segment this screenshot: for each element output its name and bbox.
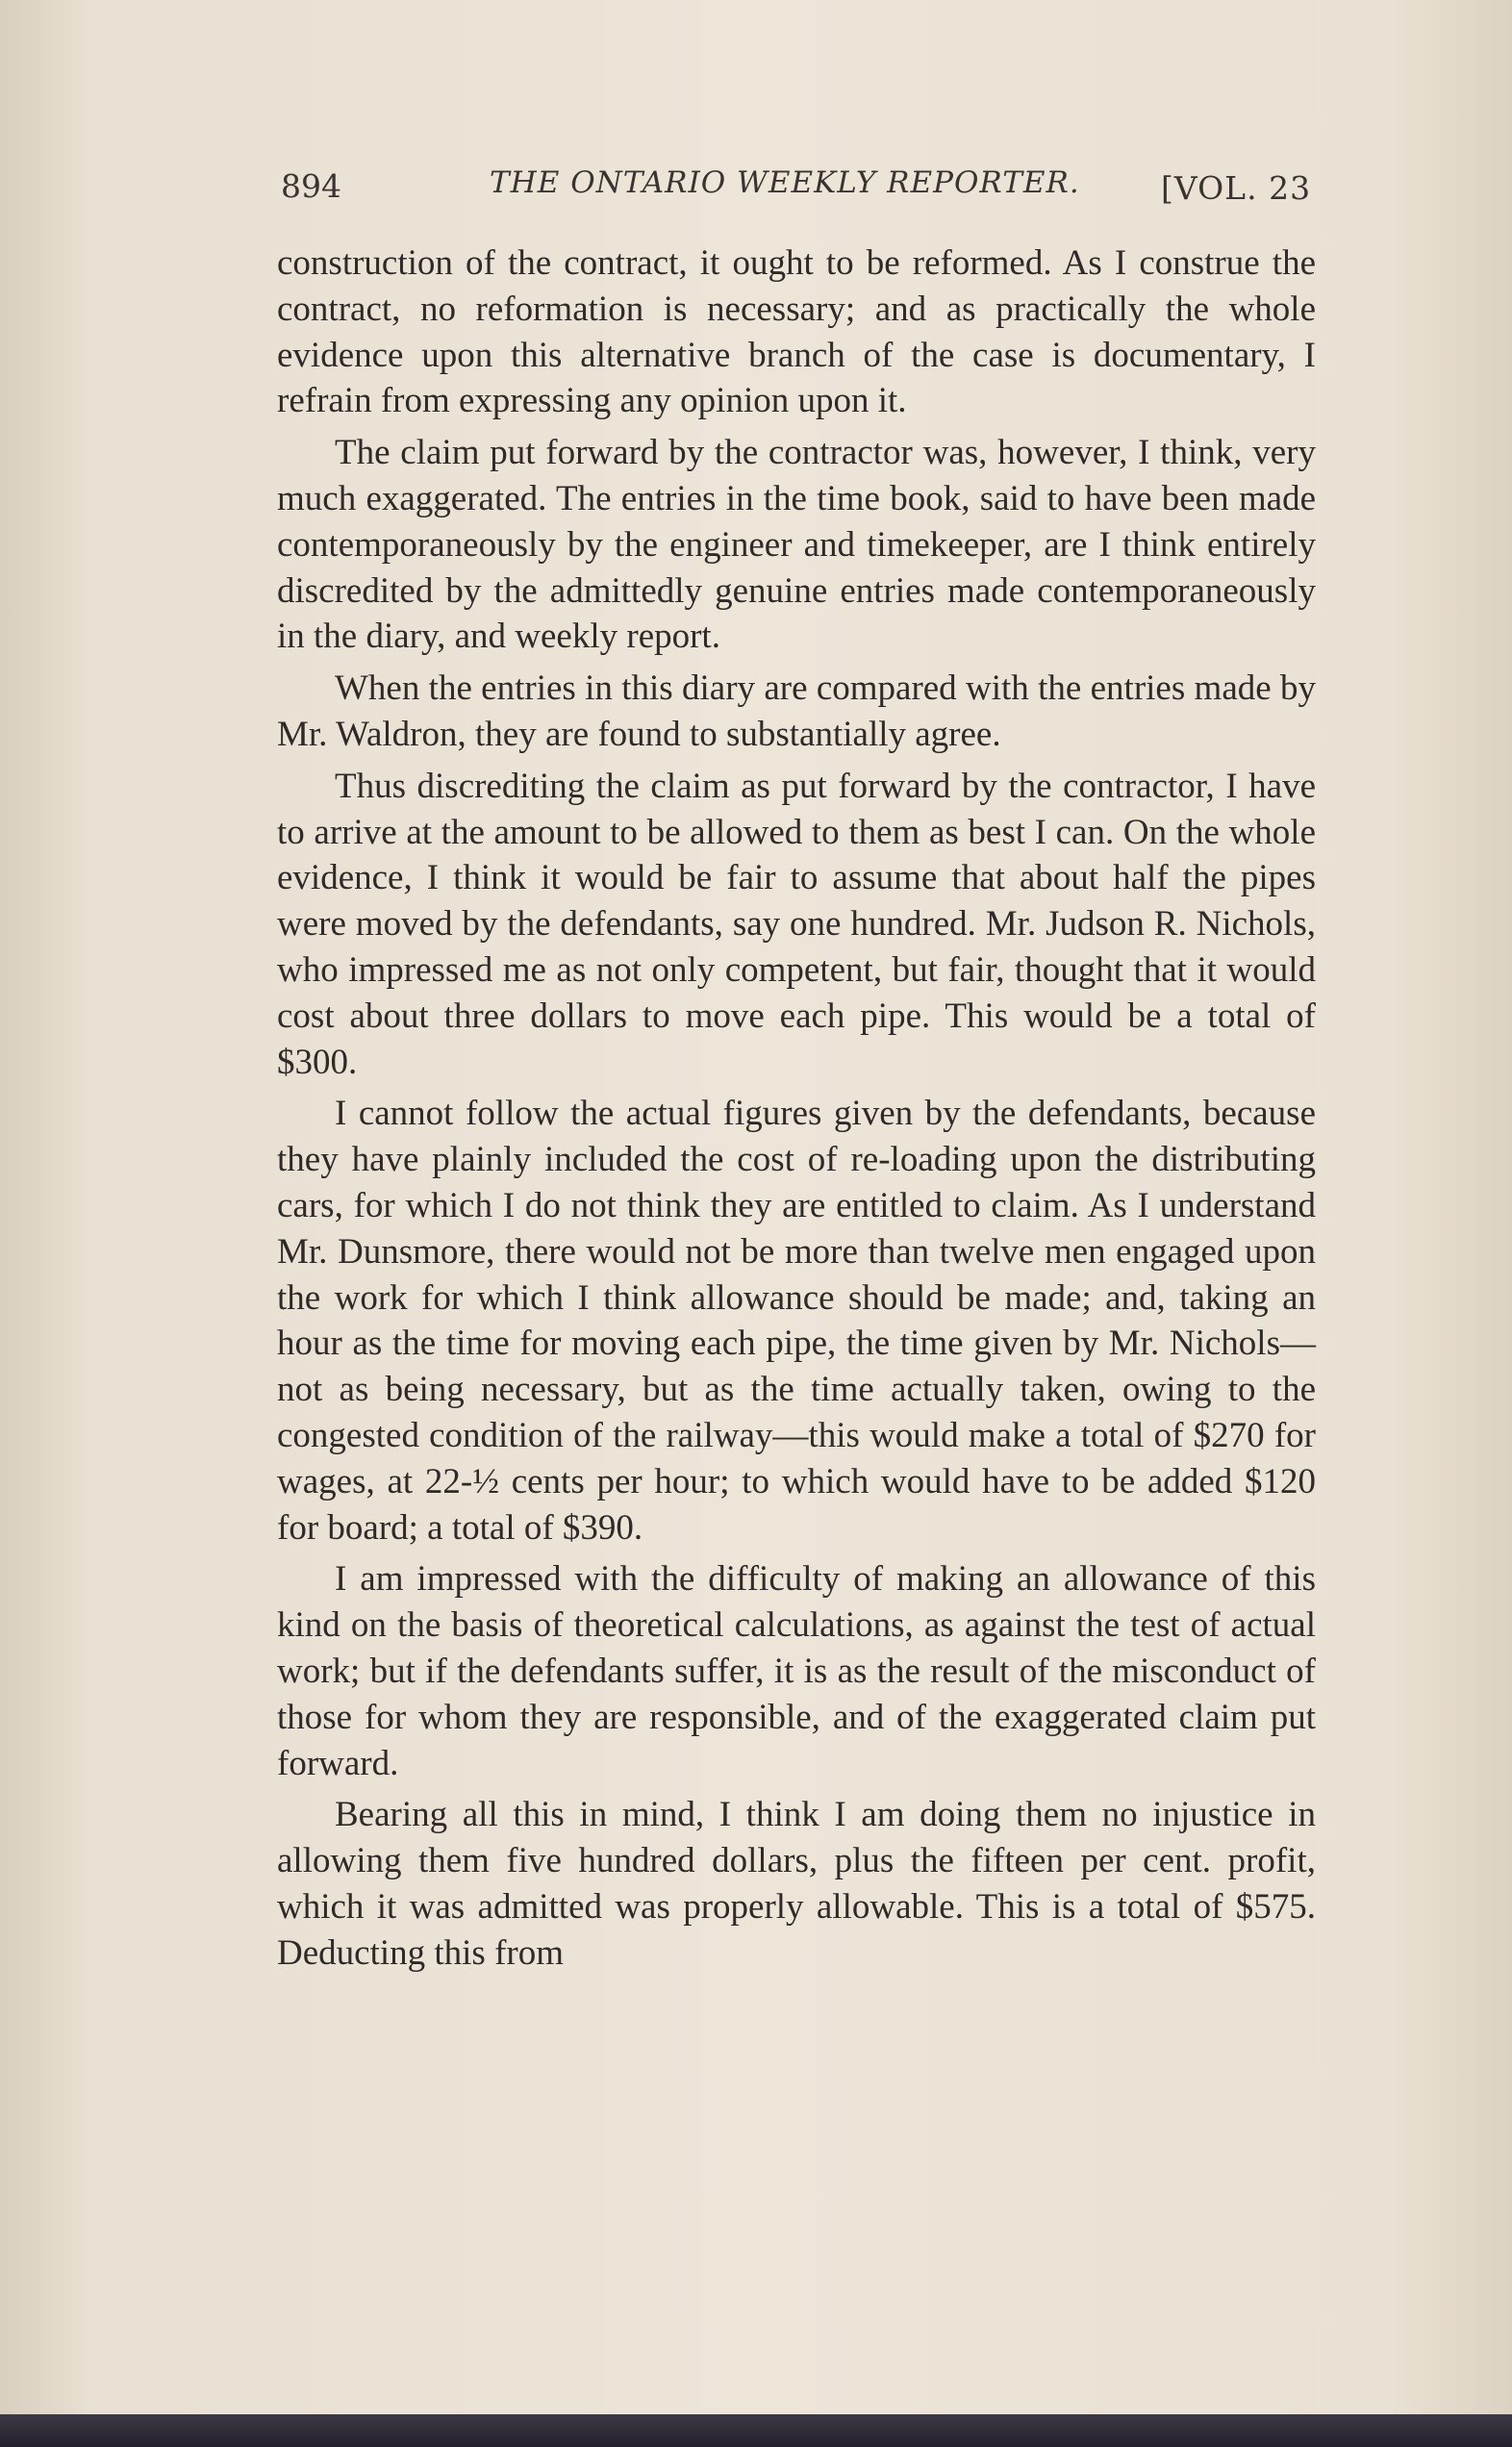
paragraph-6: I am impressed with the difficulty of making an allowance of this kind on the basis of theoretical calculations, as against the test of actual work; but if the defendants suffer, it is as the result of the misconduct of those for whom they are responsible, and of the exaggerated claim put forward. bbox=[277, 1559, 1316, 1783]
volume-label: [VOL. 23 bbox=[1161, 169, 1312, 207]
paragraph-3: When the entries in this diary are compared with the entries made by Mr. Waldron, they are found to substantially agree. bbox=[277, 669, 1316, 754]
paragraph-5: I cannot follow the actual figures given by the defendants, because they have plainly included the cost of re-loading upon the distributing cars, for which I do not think they are entitled to claim. As I understand Mr. Dunsmore, there would not be more than twelve men engaged upon the work for which I think allowance should be made; and, taking an hour as the time for moving each pipe, the time given by Mr. Nichols—not as being necessary, but as the time actually taken, owing to the congested condition of the railway—this would make a total of $270 for wages, at 22-½ cents per hour; to which would have to be added $120 for board; a total of $390. bbox=[277, 1094, 1316, 1548]
paragraph-2: The claim put forward by the contractor was, however, I think, very much exaggerated. The entries in the time book, said to have been made contemporaneously by the engineer and timekeeper, are I think entirely discredited by the admittedly genuine entries made contemporaneously in the diary, and weekly report. bbox=[277, 433, 1316, 657]
page-number: 894 bbox=[281, 167, 341, 205]
page-bottom-edge bbox=[0, 2414, 1512, 2447]
paragraph-7: Bearing all this in mind, I think I am doing them no injustice in allowing them five hundred dollars, plus the fifteen per cent. profit, which it was admitted was properly allowable. This is a total of $575. Deducting this from bbox=[277, 1795, 1316, 1973]
paragraph-4: Thus discrediting the claim as put forward by the contractor, I have to arrive at the amount to be allowed to them as best I can. On the whole evidence, I think it would be fair to assume that about half the pipes were moved by the defendants, say one hundred. Mr. Judson R. Nichols, who impressed me as not only competent, but fair, thought that it would cost about three dollars to move each pipe. This would be a total of $300. bbox=[277, 766, 1316, 1082]
paragraph-1: construction of the contract, it ought to be reformed. As I construe the contract, no reformation is necessary; and as practically the whole evidence upon this alternative branch of the case is documentary, I refrain from expressing any opinion upon it. bbox=[277, 243, 1316, 421]
running-header bbox=[281, 162, 1312, 219]
journal-title: THE ONTARIO WEEKLY REPORTER. bbox=[490, 165, 1080, 200]
body-text bbox=[277, 240, 1316, 1981]
